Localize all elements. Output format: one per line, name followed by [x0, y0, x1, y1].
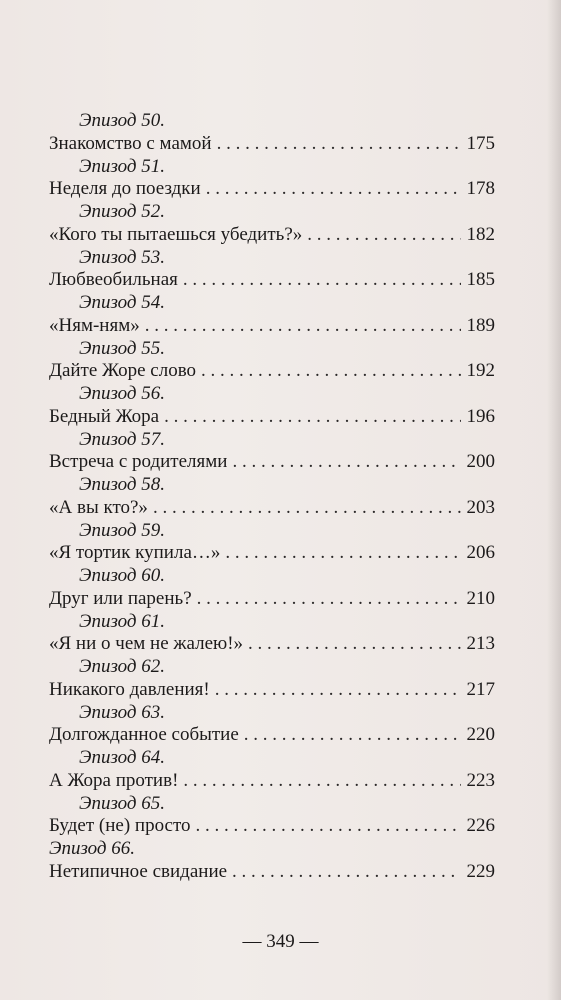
dot-leader — [191, 815, 461, 838]
chapter-title: Дайте Жоре слово — [49, 360, 197, 382]
toc-entry[interactable] — [49, 269, 495, 292]
dot-leader — [239, 724, 461, 747]
episode-heading: Эпизод 60. — [79, 565, 165, 586]
dot-leader — [302, 224, 460, 247]
episode-heading: Эпизод 52. — [79, 201, 165, 222]
episode-heading: Эпизод 66. — [49, 838, 135, 859]
dot-leader — [148, 497, 461, 520]
chapter-title: «Кого ты пытаешься убедить?» — [49, 223, 303, 245]
chapter-title: Нетипичное свидание — [49, 860, 228, 882]
chapter-title: «Я ни о чем не жалею!» — [49, 633, 244, 655]
page-number: 217 — [466, 678, 495, 700]
toc-entry[interactable] — [49, 451, 495, 474]
page-number: 196 — [466, 405, 495, 427]
chapter-title: Встреча с родителями — [49, 451, 228, 473]
episode-heading: Эпизод 64. — [79, 747, 165, 768]
chapter-title: «Я тортик купила…» — [49, 542, 221, 564]
page-number: 192 — [466, 360, 495, 382]
page-number: 213 — [466, 633, 495, 655]
episode-heading: Эпизод 59. — [79, 519, 165, 541]
episode-heading: Эпизод 55. — [79, 337, 165, 359]
toc-entry[interactable] — [49, 861, 495, 884]
dot-leader — [227, 451, 460, 474]
episode-heading: Эпизод 54. — [79, 292, 165, 313]
toc-entry[interactable] — [49, 406, 495, 429]
episode-heading: Эпизод 51. — [79, 155, 165, 177]
toc-entry[interactable] — [49, 178, 495, 201]
chapter-title: Друг или парень? — [49, 587, 192, 609]
page-number: 182 — [466, 223, 495, 245]
dot-leader — [227, 861, 460, 884]
toc-entry[interactable] — [49, 724, 495, 747]
page-number: 229 — [466, 860, 495, 882]
episode-heading: Эпизод 61. — [79, 610, 165, 632]
toc-entry[interactable] — [49, 770, 495, 793]
page-number: 203 — [466, 496, 495, 518]
table-of-contents — [49, 110, 495, 884]
toc-entry[interactable] — [49, 133, 495, 156]
toc-entry[interactable] — [49, 679, 495, 702]
dot-leader — [210, 679, 461, 702]
page-number: 220 — [466, 724, 495, 746]
page-number: 206 — [466, 542, 495, 564]
page-number: 210 — [466, 587, 495, 609]
chapter-title: Бедный Жора — [49, 405, 160, 427]
chapter-title: Любвеобильная — [49, 269, 178, 291]
page-number: 223 — [466, 769, 495, 791]
page-number: 189 — [466, 314, 495, 336]
chapter-title: Знакомство с мамой — [49, 132, 212, 154]
dot-leader — [178, 770, 460, 793]
episode-heading: Эпизод 57. — [79, 428, 165, 450]
page-number: 200 — [466, 451, 495, 473]
page-number: 226 — [466, 815, 495, 837]
page-number: 178 — [466, 178, 495, 200]
chapter-title: «Ням-ням» — [49, 314, 140, 336]
episode-heading: Эпизод 50. — [79, 110, 165, 131]
dot-leader — [201, 178, 461, 201]
dot-leader — [220, 542, 460, 565]
page-number: 185 — [466, 269, 495, 291]
toc-entry[interactable] — [49, 588, 495, 611]
episode-heading: Эпизод 62. — [79, 656, 165, 677]
dot-leader — [196, 360, 460, 383]
chapter-title: Никакого давления! — [49, 678, 210, 700]
toc-entry[interactable] — [49, 542, 495, 565]
dot-leader — [178, 269, 461, 292]
dot-leader — [159, 406, 460, 429]
toc-entry[interactable] — [49, 315, 495, 338]
dot-leader — [212, 133, 461, 156]
dot-leader — [192, 588, 461, 611]
episode-heading: Эпизод 58. — [79, 474, 165, 495]
dot-leader — [140, 315, 461, 338]
toc-entry[interactable] — [49, 224, 495, 247]
toc-entry[interactable] — [49, 360, 495, 383]
chapter-title: «А вы кто?» — [49, 496, 148, 518]
page-edge-shadow — [547, 0, 561, 1000]
folio-page-number: — 349 — — [242, 931, 319, 952]
toc-entry[interactable] — [49, 815, 495, 838]
toc-entry[interactable] — [49, 497, 495, 520]
chapter-title: Будет (не) просто — [49, 815, 191, 837]
episode-heading: Эпизод 63. — [79, 701, 165, 723]
toc-entry[interactable] — [49, 633, 495, 656]
episode-heading: Эпизод 53. — [79, 246, 165, 268]
episode-heading: Эпизод 56. — [79, 383, 165, 404]
dot-leader — [243, 633, 460, 656]
chapter-title: Неделя до поездки — [49, 178, 201, 200]
page-number: 175 — [466, 132, 495, 154]
chapter-title: А Жора против! — [49, 769, 179, 791]
episode-heading: Эпизод 65. — [79, 792, 165, 814]
chapter-title: Долгожданное событие — [49, 724, 239, 746]
